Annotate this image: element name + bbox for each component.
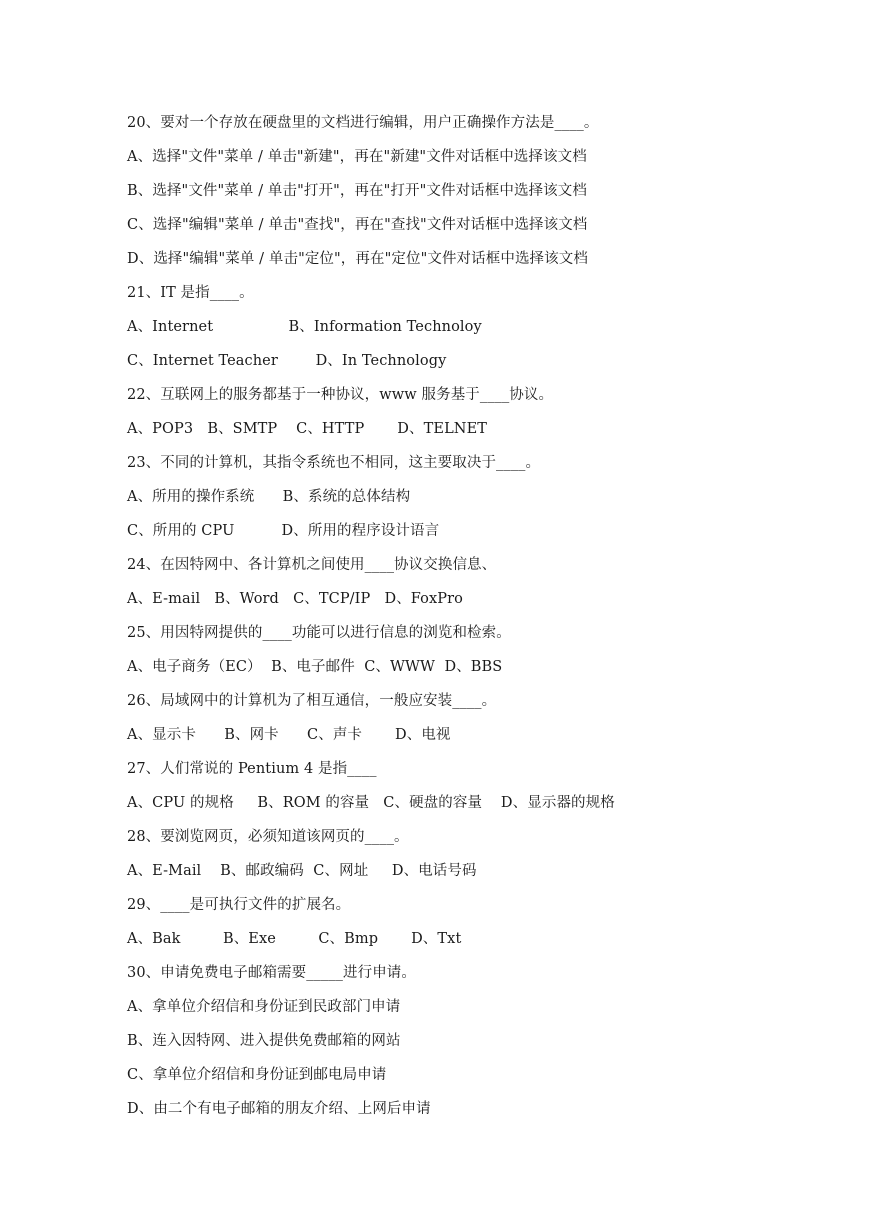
question-27-options: A、CPU 的规格 B、ROM 的容量 C、硬盘的容量 D、显示器的规格 [127,795,615,811]
question-23-options-cd: C、所用的 CPU D、所用的程序设计语言 [127,523,440,539]
question-26: 26、局域网中的计算机为了相互通信，一般应安装____。 [127,693,497,709]
question-25: 25、用因特网提供的____功能可以进行信息的浏览和检索。 [127,625,511,641]
question-21-options-cd: C、Internet Teacher D、In Technology [127,353,447,369]
question-23: 23、不同的计算机，其指令系统也不相同，这主要取决于____。 [127,455,541,471]
document-body [127,111,827,1131]
question-21-options-ab: A、Internet B、Information Technoloy [127,319,482,335]
question-20: 20、要对一个存放在硬盘里的文档进行编辑，用户正确操作方法是____。 [127,115,599,131]
question-26-options: A、显示卡 B、网卡 C、声卡 D、电视 [127,727,451,743]
question-20-option-b: B、选择"文件"菜单 / 单击"打开"，再在"打开"文件对话框中选择该文档 [127,183,587,199]
question-24-options: A、E-mail B、Word C、TCP/IP D、FoxPro [127,591,463,607]
question-25-options: A、电子商务（EC） B、电子邮件 C、WWW D、BBS [127,659,503,675]
question-30: 30、申请免费电子邮箱需要_____进行申请。 [127,965,416,981]
question-24: 24、在因特网中、各计算机之间使用____协议交换信息、 [127,557,497,573]
question-30-option-a: A、拿单位介绍信和身份证到民政部门申请 [127,999,401,1015]
question-30-option-c: C、拿单位介绍信和身份证到邮电局申请 [127,1067,387,1083]
question-23-options-ab: A、所用的操作系统 B、系统的总体结构 [127,489,411,505]
question-27: 27、人们常说的 Pentium 4 是指____ [127,761,377,777]
question-22: 22、互联网上的服务都基于一种协议，www 服务基于____协议。 [127,387,554,403]
question-20-option-c: C、选择"编辑"菜单 / 单击"查找"，再在"查找"文件对话框中选择该文档 [127,217,588,233]
question-29-options: A、Bak B、Exe C、Bmp D、Txt [127,931,462,947]
question-21: 21、IT 是指____。 [127,285,254,301]
question-28: 28、要浏览网页，必须知道该网页的____。 [127,829,409,845]
question-28-options: A、E-Mail B、邮政编码 C、网址 D、电话号码 [127,863,477,879]
question-20-option-a: A、选择"文件"菜单 / 单击"新建"，再在"新建"文件对话框中选择该文档 [127,149,587,165]
question-29: 29、____是可执行文件的扩展名。 [127,897,351,913]
question-22-options: A、POP3 B、SMTP C、HTTP D、TELNET [127,421,488,437]
question-30-option-b: B、连入因特网、进入提供免费邮箱的网站 [127,1033,401,1049]
question-20-option-d: D、选择"编辑"菜单 / 单击"定位"，再在"定位"文件对话框中选择该文档 [127,251,588,267]
question-30-option-d: D、由二个有电子邮箱的朋友介绍、上网后申请 [127,1101,431,1117]
